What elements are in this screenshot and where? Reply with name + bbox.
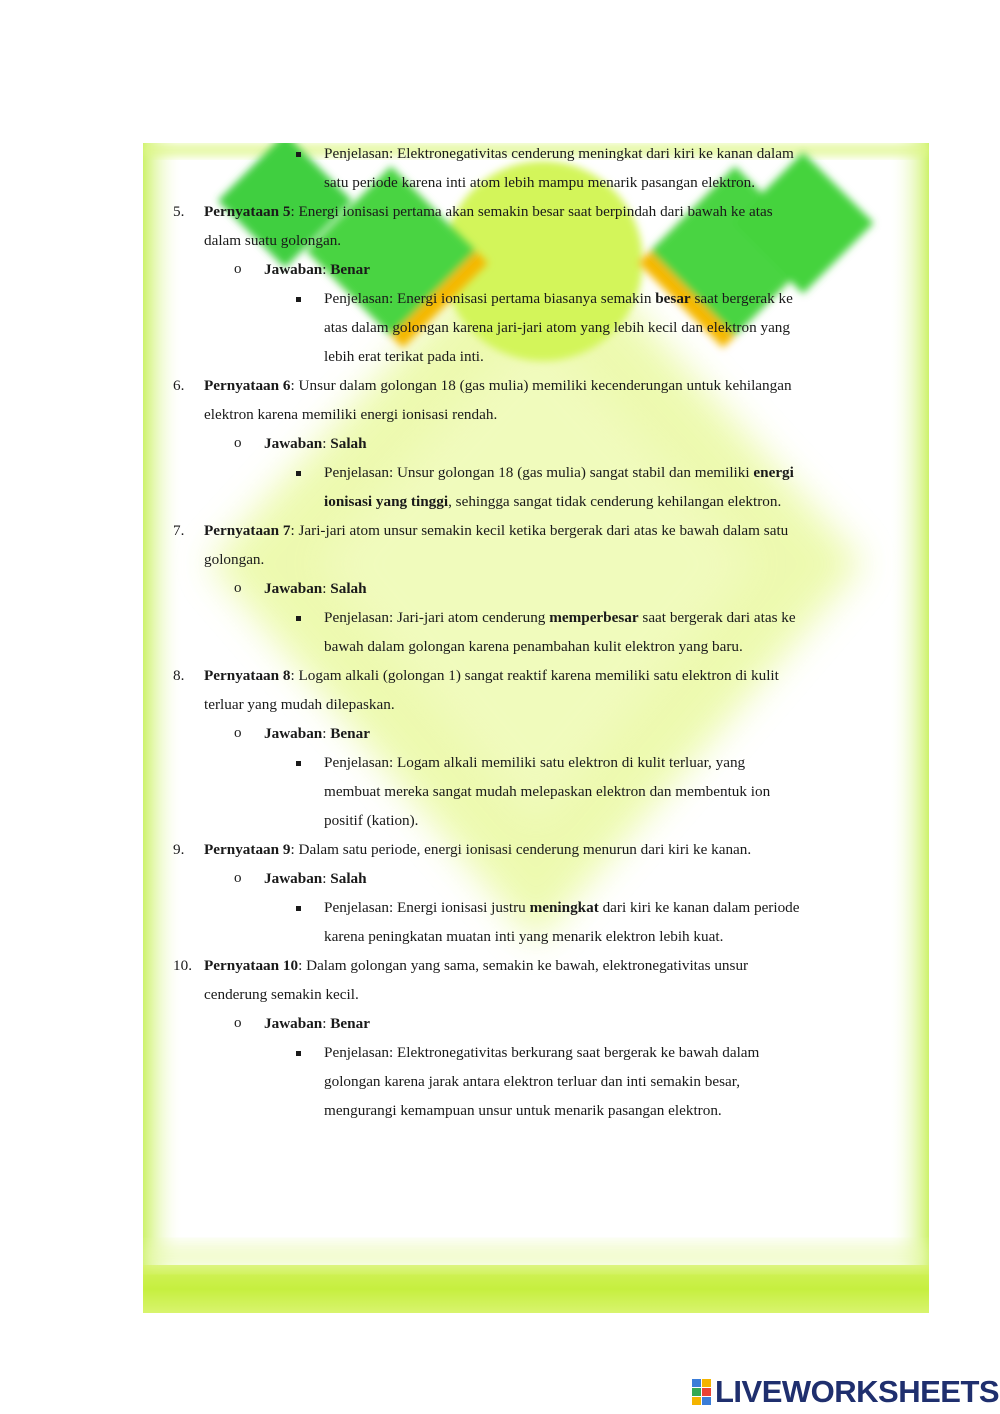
logo-text: LIVEWORKSHEETS xyxy=(715,1374,1000,1409)
statement-label: Pernyataan 6 xyxy=(204,377,291,394)
explanation-line: atas dalam golongan karena jari-jari atom yang lebih kecil dan elektron yang xyxy=(324,319,790,336)
statement-line: elektron karena memiliki energi ionisasi rendah. xyxy=(204,406,498,423)
statement-line: dalam suatu golongan. xyxy=(204,232,342,249)
explanation-line: Penjelasan: Energi ionisasi justru meningkat dari kiri ke kanan dalam periode xyxy=(324,899,800,916)
statement-line: golongan. xyxy=(204,551,265,568)
item-number: 5. xyxy=(173,203,185,220)
statement-label: Pernyataan 8 xyxy=(204,667,291,684)
explanation-line: Penjelasan: Unsur golongan 18 (gas mulia) sangat stabil dan memiliki energi xyxy=(324,464,794,481)
answer-bullet: o xyxy=(234,435,242,451)
bottom-band-fade xyxy=(143,1243,929,1269)
right-edge-glow xyxy=(889,143,929,1313)
square-bullet xyxy=(296,152,301,157)
answer-bullet: o xyxy=(234,725,242,741)
answer-bullet: o xyxy=(234,870,242,886)
answer-value: Benar xyxy=(330,1015,370,1032)
item-number: 7. xyxy=(173,522,185,539)
statement-label: Pernyataan 9 xyxy=(204,841,291,858)
explanation-line: Penjelasan: Logam alkali memiliki satu elektron di kulit terluar, yang xyxy=(324,754,746,771)
explanation-line: karena peningkatan muatan inti yang menarik elektron lebih kuat. xyxy=(324,928,724,945)
explanation-line: satu periode karena inti atom lebih mampu menarik pasangan elektron. xyxy=(324,174,756,191)
statement-line: Pernyataan 10: Dalam golongan yang sama, semakin ke bawah, elektronegativitas unsur xyxy=(204,957,749,974)
answer-line: Jawaban: Benar xyxy=(264,1015,370,1032)
square-bullet xyxy=(296,761,301,766)
statement-label: Pernyataan 10 xyxy=(204,957,299,974)
explanation-line: golongan karena jarak antara elektron terluar dan inti semakin besar, xyxy=(324,1073,741,1090)
answer-value: Salah xyxy=(330,580,367,597)
statement-line: Pernyataan 6: Unsur dalam golongan 18 (gas mulia) memiliki kecenderungan untuk kehilangan xyxy=(204,377,792,394)
statement-label: Pernyataan 5 xyxy=(204,203,291,220)
left-edge-glow xyxy=(143,143,183,1313)
answer-line: Jawaban: Salah xyxy=(264,870,367,887)
liveworksheets-logo-icon xyxy=(692,1379,712,1405)
statement-line: Pernyataan 8: Logam alkali (golongan 1) sangat reaktif karena memiliki satu elektron di kulit xyxy=(204,667,779,684)
square-bullet xyxy=(296,471,301,476)
explanation-line: ionisasi yang tinggi, sehingga sangat tidak cenderung kehilangan elektron. xyxy=(324,493,782,510)
explanation-line: Penjelasan: Jari-jari atom cenderung memperbesar saat bergerak dari atas ke xyxy=(324,609,796,626)
explanation-line: membuat mereka sangat mudah melepaskan elektron dan membentuk ion xyxy=(324,783,771,800)
statement-line: Pernyataan 7: Jari-jari atom unsur semakin kecil ketika bergerak dari atas ke bawah dalam satu xyxy=(204,522,789,539)
explanation-line: Penjelasan: Energi ionisasi pertama biasanya semakin besar saat bergerak ke xyxy=(324,290,793,307)
answer-line: Jawaban: Benar xyxy=(264,725,370,742)
explanation-line: Penjelasan: Elektronegativitas cenderung meningkat dari kiri ke kanan dalam xyxy=(324,145,794,162)
item-number: 8. xyxy=(173,667,185,684)
square-bullet xyxy=(296,297,301,302)
answer-line: Jawaban: Salah xyxy=(264,580,367,597)
explanation-line: positif (kation). xyxy=(324,812,419,829)
answer-bullet: o xyxy=(234,1015,242,1031)
item-number: 9. xyxy=(173,841,185,858)
answer-value: Benar xyxy=(330,725,370,742)
answer-value: Salah xyxy=(330,435,367,452)
answer-bullet: o xyxy=(234,580,242,596)
explanation-line: lebih erat terikat pada inti. xyxy=(324,348,484,365)
answer-value: Salah xyxy=(330,870,367,887)
statement-line: Pernyataan 9: Dalam satu periode, energi ionisasi cenderung menurun dari kiri ke kanan. xyxy=(204,841,752,858)
explanation-line: Penjelasan: Elektronegativitas berkurang saat bergerak ke bawah dalam xyxy=(324,1044,760,1061)
statement-label: Pernyataan 7 xyxy=(204,522,291,539)
answer-value: Benar xyxy=(330,261,370,278)
liveworksheets-logo[interactable] xyxy=(692,1372,999,1412)
statement-line: terluar yang mudah dilepaskan. xyxy=(204,696,395,713)
square-bullet xyxy=(296,616,301,621)
item-number: 10. xyxy=(173,957,192,974)
statement-line: cenderung semakin kecil. xyxy=(204,986,359,1003)
answer-bullet: o xyxy=(234,261,242,277)
statement-line: Pernyataan 5: Energi ionisasi pertama akan semakin besar saat berpindah dari bawah ke atas xyxy=(204,203,773,220)
square-bullet xyxy=(296,906,301,911)
explanation-line: mengurangi kemampuan unsur untuk menarik pasangan elektron. xyxy=(324,1102,722,1119)
answer-line: Jawaban: Benar xyxy=(264,261,370,278)
square-bullet xyxy=(296,1051,301,1056)
answer-line: Jawaban: Salah xyxy=(264,435,367,452)
explanation-line: bawah dalam golongan karena penambahan kulit elektron yang baru. xyxy=(324,638,743,655)
bottom-green-band xyxy=(143,1265,929,1313)
item-number: 6. xyxy=(173,377,185,394)
